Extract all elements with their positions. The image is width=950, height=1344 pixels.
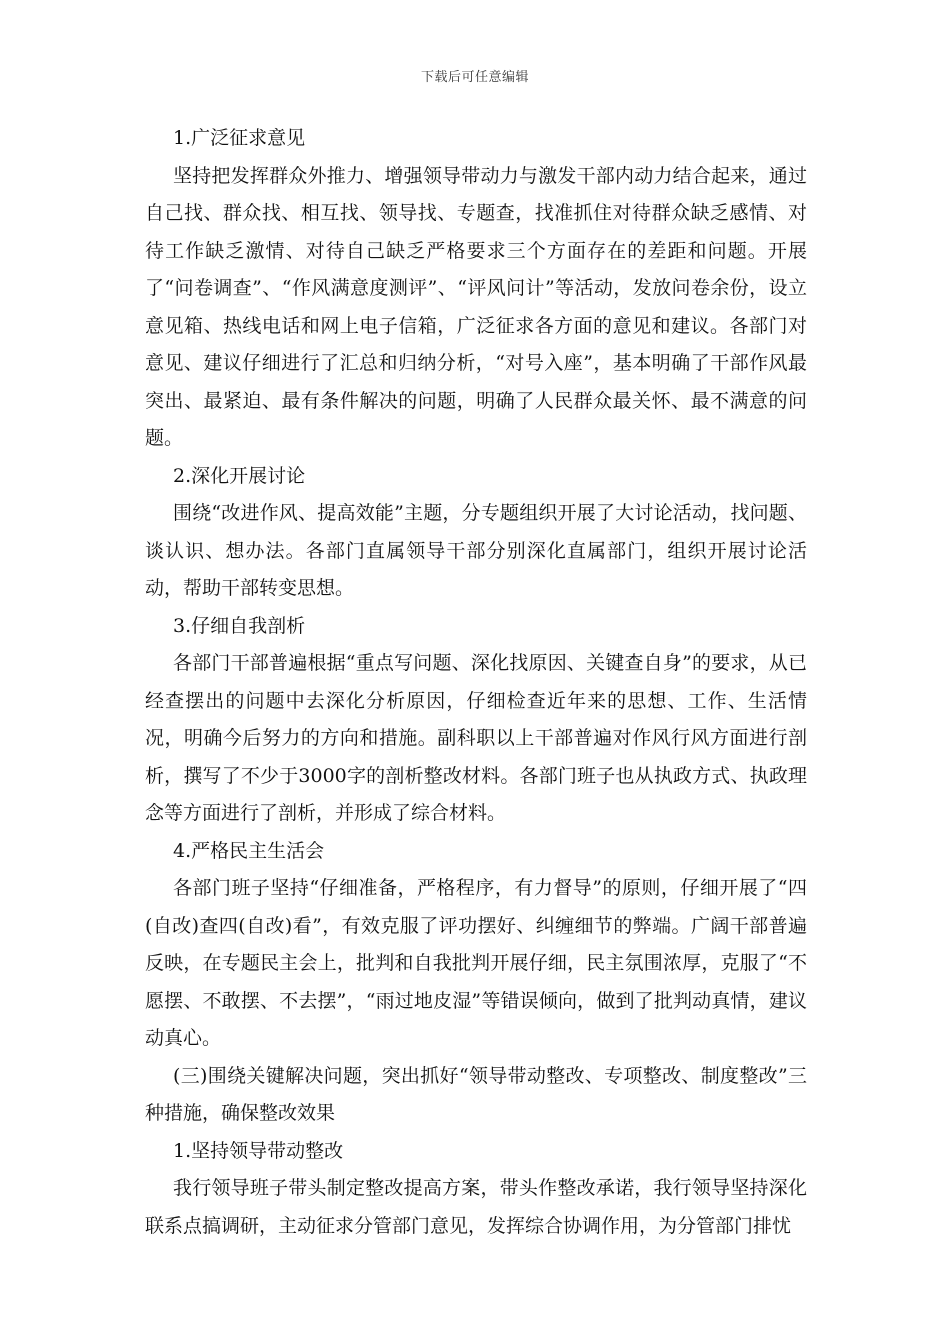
section-paragraph-4: 各部门班子坚持“仔细准备，严格程序，有力督导”的原则，仔细开展了“四(自改)查四(自改)看”，有效克服了评功摆好、纠缠细节的弊端。广阔干部普遍反映，在专题民主会上，批判和自我批判开展仔细，民主氛围浓厚，克服了“不愿摆、不敢摆、不去摆”，“雨过地皮湿”等错误倾向，做到了批判动真情，建议动真心。 [145, 877, 807, 1049]
part-three-intro: (三)围绕关键解决问题，突出抓好“领导带动整改、专项整改、制度整改”三种措施，确保整改效果 [145, 1064, 807, 1124]
section-paragraph-2: 围绕“改进作风、提高效能”主题，分专题组织开展了大讨论活动，找问题、谈认识、想办法。各部门直属领导干部分别深化直属部门，组织开展讨论活动，帮助干部转变思想。 [145, 502, 807, 599]
part-three-heading-1: 1.坚持领导带动整改 [173, 1139, 344, 1162]
part-three-paragraph-1: 我行领导班子带头制定整改提高方案，带头作整改承诺，我行领导坚持深化联系点搞调研，主动征求分管部门意见，发挥综合协调作用，为分管部门排忧 [145, 1177, 807, 1237]
section-heading-3: 3.仔细自我剖析 [173, 614, 306, 637]
section-heading-1: 1.广泛征求意见 [173, 127, 306, 149]
section-heading-2: 2.深化开展讨论 [173, 464, 306, 487]
section-paragraph-1: 坚持把发挥群众外推力、增强领导带动力与激发干部内动力结合起来，通过自己找、群众找、相互找、领导找、专题查，找准抓住对待群众缺乏感情、对待工作缺乏激情、对待自己缺乏严格要求三个方面存在的差距和问题。开展了“问卷调查”、“作风满意度测评”、“评风问计”等活动，发放问卷余份，设立意见箱、热线电话和网上电子信箱，广泛征求各方面的意见和建议。各部门对意见、建议仔细进行了汇总和归纳分析，“对号入座”，基本明确了干部作风最突出、最紧迫、最有条件解决的问题，明确了人民群众最关怀、最不满意的问题。 [145, 164, 807, 449]
section-heading-4: 4.严格民主生活会 [173, 839, 325, 862]
page-header-note: 下载后可任意编辑 [420, 70, 529, 85]
document-body [145, 120, 807, 1245]
section-paragraph-3: 各部门干部普遍根据“重点写问题、深化找原因、关键查自身”的要求，从已经查摆出的问题中去深化分析原因，仔细检查近年来的思想、工作、生活情况，明确今后努力的方向和措施。副科职以上干部普遍对作风行风方面进行剖析，撰写了不少于3000字的剖析整改材料。各部门班子也从执政方式、执政理念等方面进行了剖析，并形成了综合材料。 [145, 652, 807, 824]
